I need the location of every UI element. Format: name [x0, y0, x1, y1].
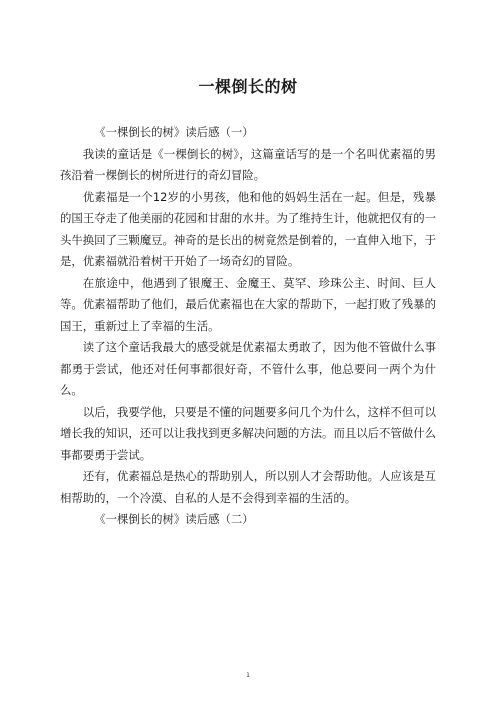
- section-heading-2: 《一棵倒长的树》读后感（二）: [94, 512, 254, 526]
- paragraph-3: 在旅途中，他遇到了银魔王、金魔王、莫罕、珍珠公主、时间、巨人等。优素福帮助了他们，最后优素福也在大家的帮助下，一起打败了残暴的国王，重新过上了幸福的生活。: [60, 275, 436, 333]
- page-number: 1: [246, 672, 250, 679]
- document-title: 一棵倒长的树: [198, 77, 298, 96]
- paragraph-4: 读了这个童话我最大的感受就是优素福太勇敢了，因为他不管做什么事都勇于尝试，他还对任何事都很好奇，不管什么事，他总要问一两个为什么。: [60, 340, 436, 397]
- paragraph-1: 我读的童话是《一棵倒长的树》，这篇童话写的是一个名叫优素福的男孩沿着一棵倒长的树所进行的奇幻冒险。: [60, 146, 436, 182]
- paragraph-2: 优素福是一个12岁的小男孩，他和他的妈妈生活在一起。但是，残暴的国王夺走了他美丽的花园和甘甜的水井。为了维持生计，他就把仅有的一头牛换回了三颗魔豆。神奇的是长出的树竟然是倒着的，一直伸入地下，于是，优素福就沿着树干开始了一场奇幻的冒险。: [60, 189, 436, 268]
- paragraph-6: 还有，优素福总是热心的帮助别人，所以别人才会帮助他。人应该是互相帮助的，一个冷漠、自私的人是不会得到幸福的生活的。: [60, 469, 436, 505]
- section-heading-1: 《一棵倒长的树》读后感（一）: [94, 125, 254, 139]
- paragraph-5: 以后，我要学他，只要是不懂的问题要多问几个为什么，这样不但可以增长我的知识，还可以让我找到更多解决问题的方法。而且以后不管做什么事都要勇于尝试。: [60, 404, 436, 462]
- document-body: [60, 122, 436, 531]
